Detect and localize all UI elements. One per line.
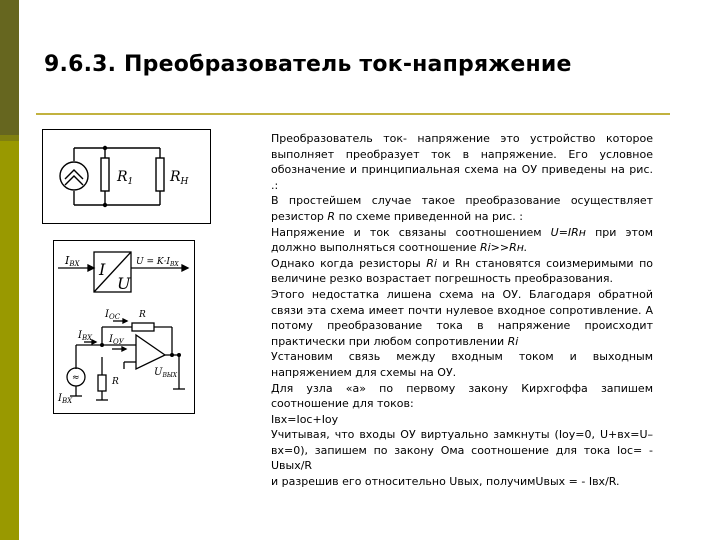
r2-label: R xyxy=(112,377,119,387)
slide-title: 9.6.3. Преобразователь ток-напряжение xyxy=(44,52,572,77)
uout-label: $U_{ВЫХ}$ xyxy=(154,367,178,379)
figure-opamp-converter xyxy=(53,240,195,414)
left-accent-mid xyxy=(0,135,19,141)
block-u-label: U xyxy=(117,274,131,293)
paragraph: Преобразователь ток- напряжение это устройство которое выполняет преобразует ток в напряжение. Его условное обозначение и принципиальная схема на ОУ приведены на рис. .: xyxy=(271,132,653,192)
block-i-label: I xyxy=(99,260,106,279)
rh-label: $R_H$ xyxy=(170,169,189,187)
figure-1-svg xyxy=(43,130,210,223)
opamp-triangle xyxy=(136,335,165,369)
ueq-label: $U = K\cdot I_{ВХ}$ xyxy=(136,257,179,268)
paragraph: Iвх=Iос+Iоу xyxy=(271,412,339,426)
paragraph: Однако когда резисторы Ri и Rн становятся соизмеримыми по величине резко возрастает погрешность преобразования. xyxy=(271,256,653,286)
paragraph: Этого недостатка лишена схема на ОУ. Благодаря обратной связи эта схема имеет почти нулевое входное сопротивление. А потому преобразование тока в напряжение происходит практически при любом сопротивлении Ri xyxy=(271,287,653,348)
paragraph: Учитывая, что входы ОУ виртуально замкнуты (Iоу=0, U+вх=U–вх=0), запишем по закону Ома соотношение для тока Iос= - Uвых/R xyxy=(271,428,653,473)
left-accent-dark xyxy=(0,0,19,135)
paragraph: В простейшем случае такое преобразование осуществляет резистор R по схеме приведенной на рис. : xyxy=(271,194,653,223)
paragraph: Напряжение и ток связаны соотношением U=IRн при этом должно выполняться соотношение Ri>>Rн. xyxy=(271,225,653,255)
r-label: R xyxy=(139,310,146,320)
iin3-label: $I_{ВХ}$ xyxy=(58,393,73,405)
iin2-label: $I_{ВХ}$ xyxy=(78,330,93,342)
figure-2-svg xyxy=(54,241,194,413)
paragraph: Установим связь между входным током и выходным напряжением для схемы на ОУ. xyxy=(271,350,653,379)
left-accent-bar xyxy=(0,0,19,540)
input-resistor xyxy=(98,375,106,391)
paragraph: Для узла «а» по первому закону Кирхгоффа запишем соотношение для токов: xyxy=(271,381,653,411)
body-text xyxy=(271,131,653,490)
figure-current-source-resistors xyxy=(42,129,211,224)
source-symbol: ≈ xyxy=(72,373,80,383)
ioc-label: $I_{OC}$ xyxy=(105,309,121,321)
title-divider xyxy=(36,113,670,115)
r1-label: $R_1$ xyxy=(117,169,134,187)
paragraph: и разрешив его относительно Uвых, получимUвых = - Iвх/R. xyxy=(271,475,620,489)
feedback-resistor xyxy=(132,323,154,331)
iin-label: IВХ xyxy=(65,254,80,268)
resistor-r1 xyxy=(101,158,109,191)
resistor-rh xyxy=(156,158,164,191)
iou-label: $I_{ОУ}$ xyxy=(109,334,124,346)
